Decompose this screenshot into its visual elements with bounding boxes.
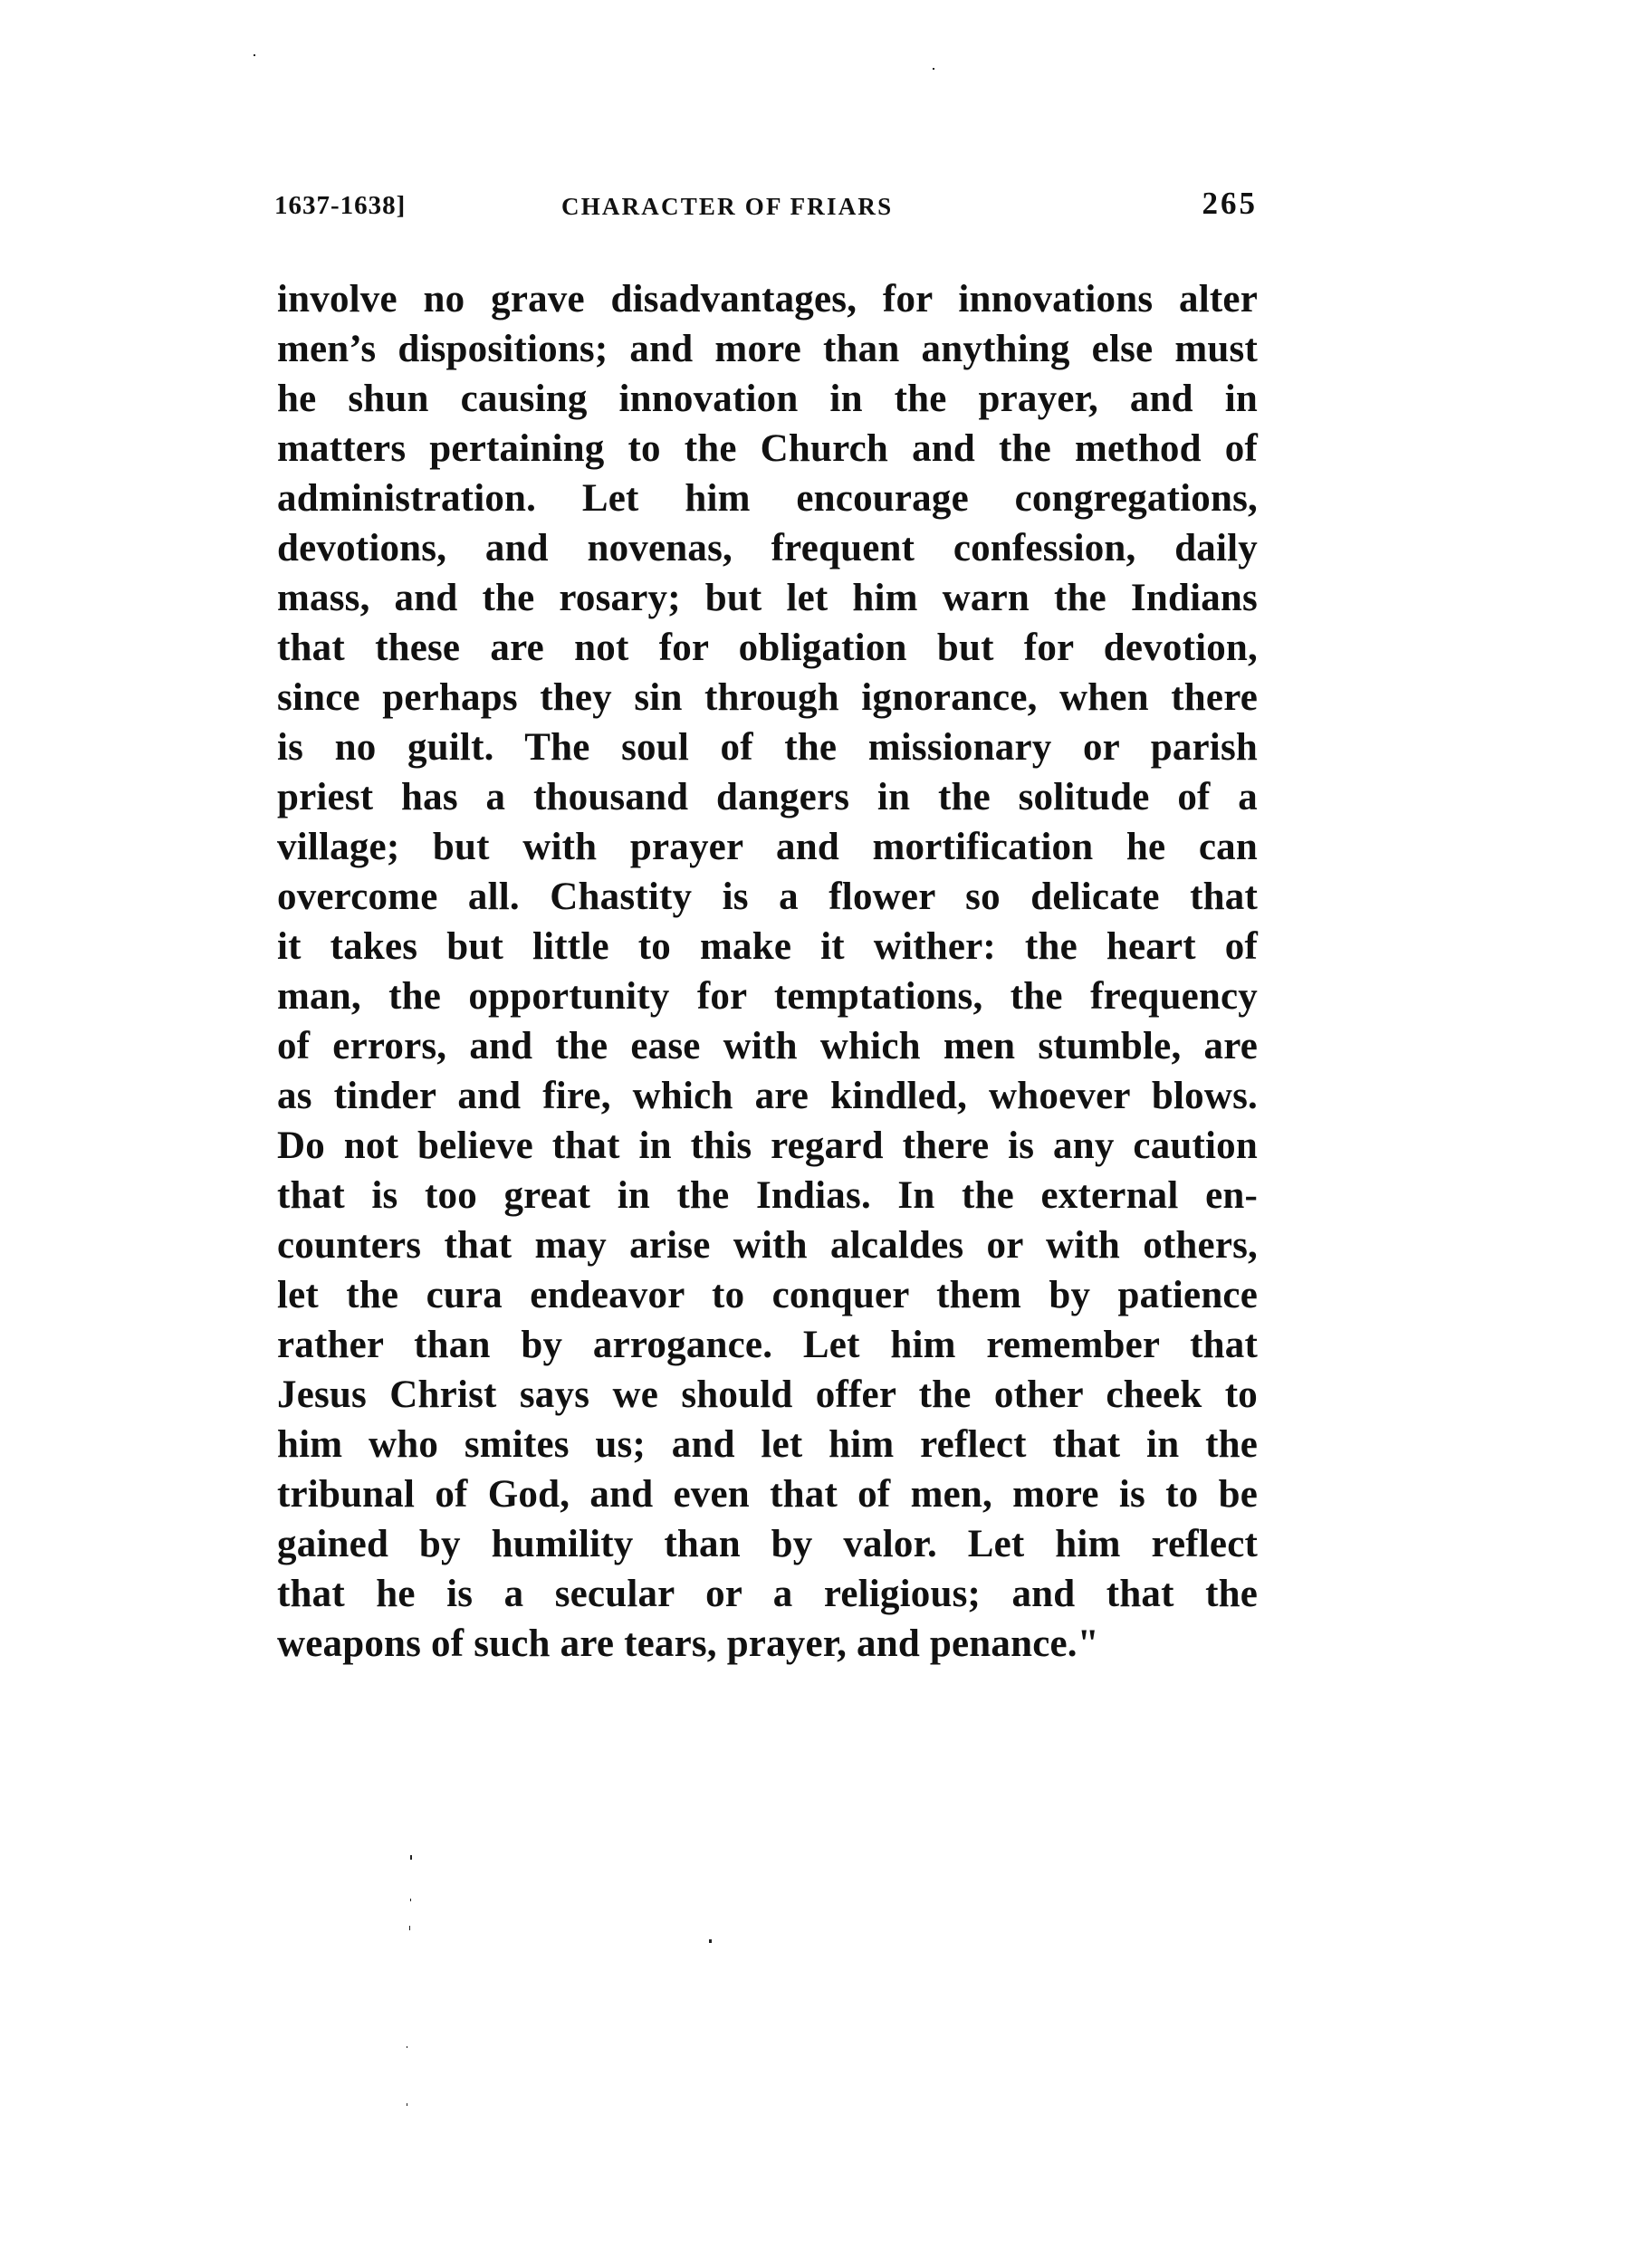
text-line: weapons of such are tears, prayer, and penance.": [277, 1622, 1099, 1665]
text-line: as tinder and fire, which are kindled, whoever blows.: [277, 1075, 1258, 1117]
text-line: gained by humility than by valor. Let him reflect: [277, 1523, 1258, 1565]
running-head: [274, 186, 1258, 231]
text-line: overcome all. Chastity is a flower so delicate that: [277, 876, 1258, 918]
text-line: since perhaps they sin through ignorance, when there: [277, 676, 1258, 719]
scan-speck: [410, 1855, 412, 1860]
scan-speck: [254, 54, 255, 56]
text-line: rather than by arrogance. Let him remember that: [277, 1324, 1258, 1366]
text-line: he shun causing innovation in the prayer, and in: [277, 378, 1258, 420]
text-line: matters pertaining to the Church and the method of: [277, 427, 1258, 470]
text-line: village; but with prayer and mortification he can: [277, 826, 1258, 868]
text-line: devotions, and novenas, frequent confession, daily: [277, 527, 1258, 569]
text-line: is no guilt. The soul of the missionary or parish: [277, 726, 1258, 769]
text-line: men’s dispositions; and more than anything else must: [277, 328, 1258, 370]
chapter-title: CHARACTER OF FRIARS: [561, 193, 894, 220]
text-line: that these are not for obligation but for devotion,: [277, 627, 1258, 669]
text-line: administration. Let him encourage congregations,: [277, 477, 1258, 520]
text-line: it takes but little to make it wither: the heart of: [277, 925, 1258, 968]
text-line: tribunal of God, and even that of men, more is to be: [277, 1473, 1258, 1516]
body-text: [277, 274, 1258, 1669]
scan-speck: [933, 68, 934, 70]
text-line: man, the opportunity for temptations, the frequency: [277, 975, 1258, 1018]
text-line: that he is a secular or a religious; and that the: [277, 1573, 1258, 1615]
text-line: of errors, and the ease with which men stumble, are: [277, 1025, 1258, 1067]
scan-speck: [409, 1926, 410, 1930]
text-line: involve no grave disadvantages, for innovations alter: [277, 278, 1258, 321]
text-line: mass, and the rosary; but let him warn the Indians: [277, 577, 1258, 619]
date-range: 1637-1638]: [274, 191, 407, 220]
text-line: him who smites us; and let him reflect that in the: [277, 1423, 1258, 1466]
text-line: Jesus Christ says we should offer the other cheek to: [277, 1373, 1258, 1416]
text-line: priest has a thousand dangers in the solitude of a: [277, 776, 1258, 818]
text-line: that is too great in the Indias. In the external en-: [277, 1174, 1258, 1217]
text-line: let the cura endeavor to conquer them by patience: [277, 1274, 1258, 1316]
scan-speck: [709, 1939, 712, 1943]
text-line: counters that may arise with alcaldes or with others,: [277, 1224, 1258, 1267]
page-number: 265: [1202, 186, 1258, 221]
scan-speck: [410, 1899, 411, 1901]
text-line: Do not believe that in this regard there is any caution: [277, 1124, 1258, 1167]
